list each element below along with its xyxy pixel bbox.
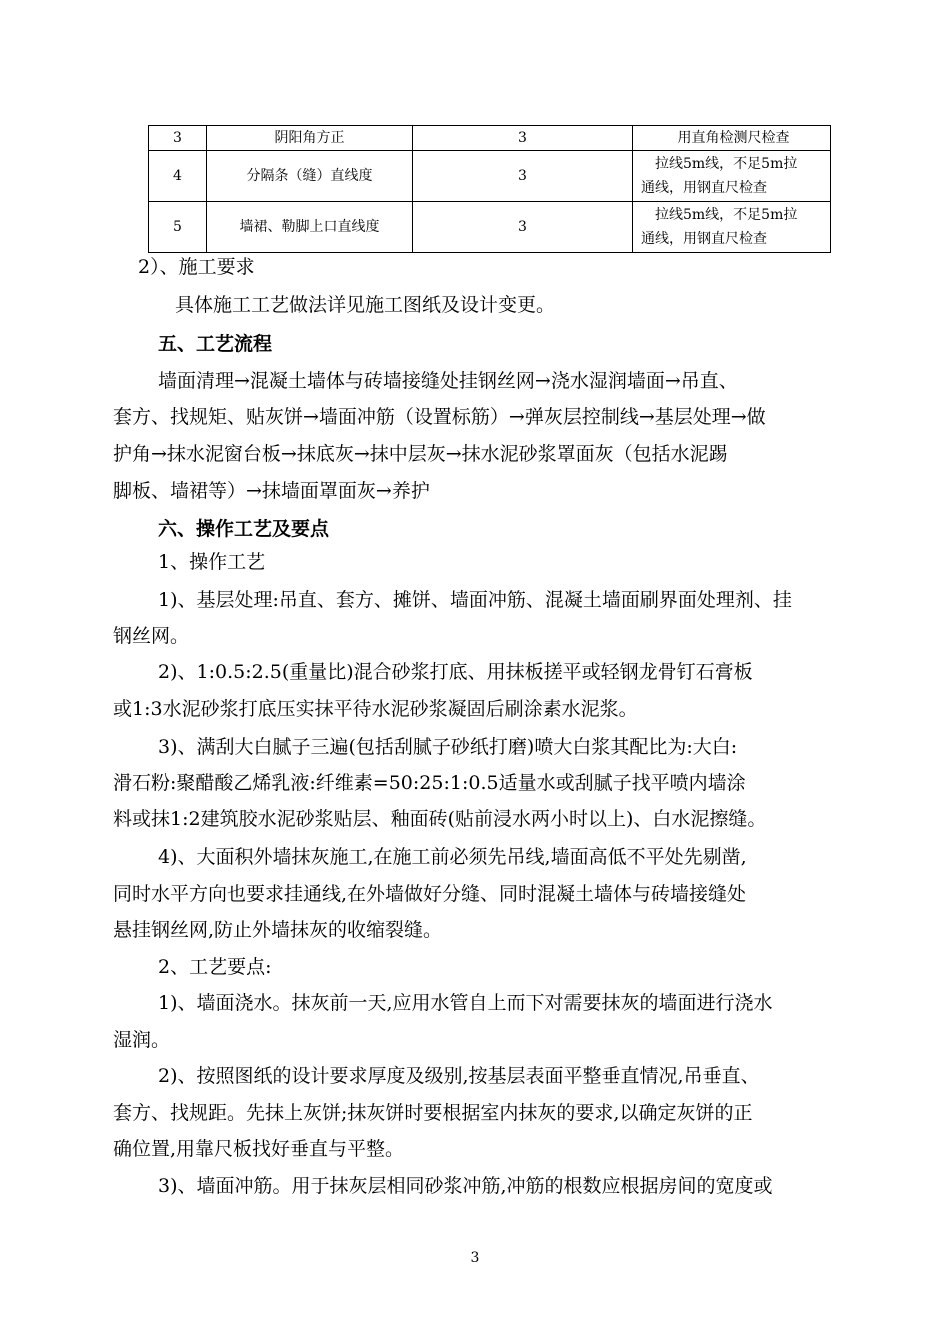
page-number: 3 bbox=[470, 1250, 480, 1266]
cell-no: 3 bbox=[149, 126, 207, 151]
cell-no: 5 bbox=[149, 202, 207, 253]
cell-item: 分隔条（缝）直线度 bbox=[207, 151, 413, 202]
cell-method-line: 拉线5m线，不足5m拉 bbox=[655, 207, 798, 223]
cell-method-line: 通线，用钢直尺检查 bbox=[641, 231, 767, 247]
tolerance-table bbox=[148, 125, 831, 253]
paragraph-line: 护角→抹水泥窗台板→抹底灰→抹中层灰→抹水泥砂浆罩面灰（包括水泥踢 bbox=[113, 443, 728, 465]
paragraph-line: 4)、大面积外墙抹灰施工,在施工前必须先吊线,墙面高低不平处先剔凿, bbox=[158, 846, 747, 868]
cell-value: 3 bbox=[413, 151, 633, 202]
paragraph-line: 脚板、墙裙等）→抹墙面罩面灰→养护 bbox=[113, 480, 430, 502]
paragraph-line: 3)、满刮大白腻子三遍(包括刮腻子砂纸打磨)喷大白浆其配比为:大白: bbox=[158, 736, 738, 758]
paragraph-line: 钢丝网。 bbox=[113, 625, 190, 647]
paragraph-line: 1)、墙面浇水。抹灰前一天,应用水管自上而下对需要抹灰的墙面进行浇水 bbox=[158, 992, 773, 1014]
cell-method: 用直角检测尺检查 bbox=[633, 126, 831, 151]
paragraph-line: 墙面清理→混凝土墙体与砖墙接缝处挂钢丝网→浇水湿润墙面→吊直、 bbox=[158, 370, 738, 392]
cell-item: 阴阳角方正 bbox=[207, 126, 413, 151]
table-row bbox=[149, 126, 831, 151]
paragraph-line: 2)、1:0.5:2.5(重量比)混合砂浆打底、用抹板搓平或轻钢龙骨钉石膏板 bbox=[158, 661, 753, 683]
paragraph-line: 2)、按照图纸的设计要求厚度及级别,按基层表面平整垂直情况,吊垂直、 bbox=[158, 1065, 760, 1087]
paragraph-line: 套方、找规矩、贴灰饼→墙面冲筋（设置标筋）→弹灰层控制线→基层处理→做 bbox=[113, 406, 766, 428]
cell-method bbox=[633, 202, 831, 253]
paragraph-line: 料或抹1:2建筑胶水泥砂浆贴层、釉面砖(贴前浸水两小时以上)、白水泥擦缝。 bbox=[113, 808, 767, 830]
subsection-label: 2、工艺要点: bbox=[158, 956, 272, 978]
cell-method-line: 通线，用钢直尺检查 bbox=[641, 180, 767, 196]
cell-method-line: 拉线5m线，不足5m拉 bbox=[655, 156, 798, 172]
paragraph-line: 或1:3水泥砂浆打底压实抹平待水泥砂浆凝固后刷涂素水泥浆。 bbox=[113, 698, 638, 720]
subsection-label: 2）、施工要求 bbox=[138, 256, 255, 278]
cell-value: 3 bbox=[413, 202, 633, 253]
paragraph-line: 3)、墙面冲筋。用于抹灰层相同砂浆冲筋,冲筋的根数应根据房间的宽度或 bbox=[158, 1175, 773, 1197]
paragraph-line: 湿润。 bbox=[113, 1029, 171, 1051]
section-heading: 五、工艺流程 bbox=[158, 333, 273, 355]
paragraph-line: 1)、基层处理:吊直、套方、摊饼、墙面冲筋、混凝土墙面刷界面处理剂、挂 bbox=[158, 589, 792, 611]
paragraph-line: 套方、找规距。先抹上灰饼;抹灰饼时要根据室内抹灰的要求,以确定灰饼的正 bbox=[113, 1102, 753, 1124]
subsection-label: 1、操作工艺 bbox=[158, 551, 266, 573]
cell-item: 墙裙、勒脚上口直线度 bbox=[207, 202, 413, 253]
cell-method bbox=[633, 151, 831, 202]
section-heading: 六、操作工艺及要点 bbox=[158, 518, 330, 540]
paragraph-line: 滑石粉:聚醋酸乙烯乳液:纤维素=50:25:1:0.5适量水或刮腻子找平喷内墙涂 bbox=[113, 772, 746, 794]
paragraph-line: 具体施工工艺做法详见施工图纸及设计变更。 bbox=[175, 294, 556, 316]
paragraph-line: 同时水平方向也要求挂通线,在外墙做好分缝、同时混凝土墙体与砖墙接缝处 bbox=[113, 883, 747, 905]
cell-value: 3 bbox=[413, 126, 633, 151]
paragraph-line: 确位置,用靠尺板找好垂直与平整。 bbox=[113, 1138, 405, 1160]
table-row bbox=[149, 151, 831, 202]
cell-no: 4 bbox=[149, 151, 207, 202]
paragraph-line: 悬挂钢丝网,防止外墙抹灰的收缩裂缝。 bbox=[113, 919, 443, 941]
table-row bbox=[149, 202, 831, 253]
